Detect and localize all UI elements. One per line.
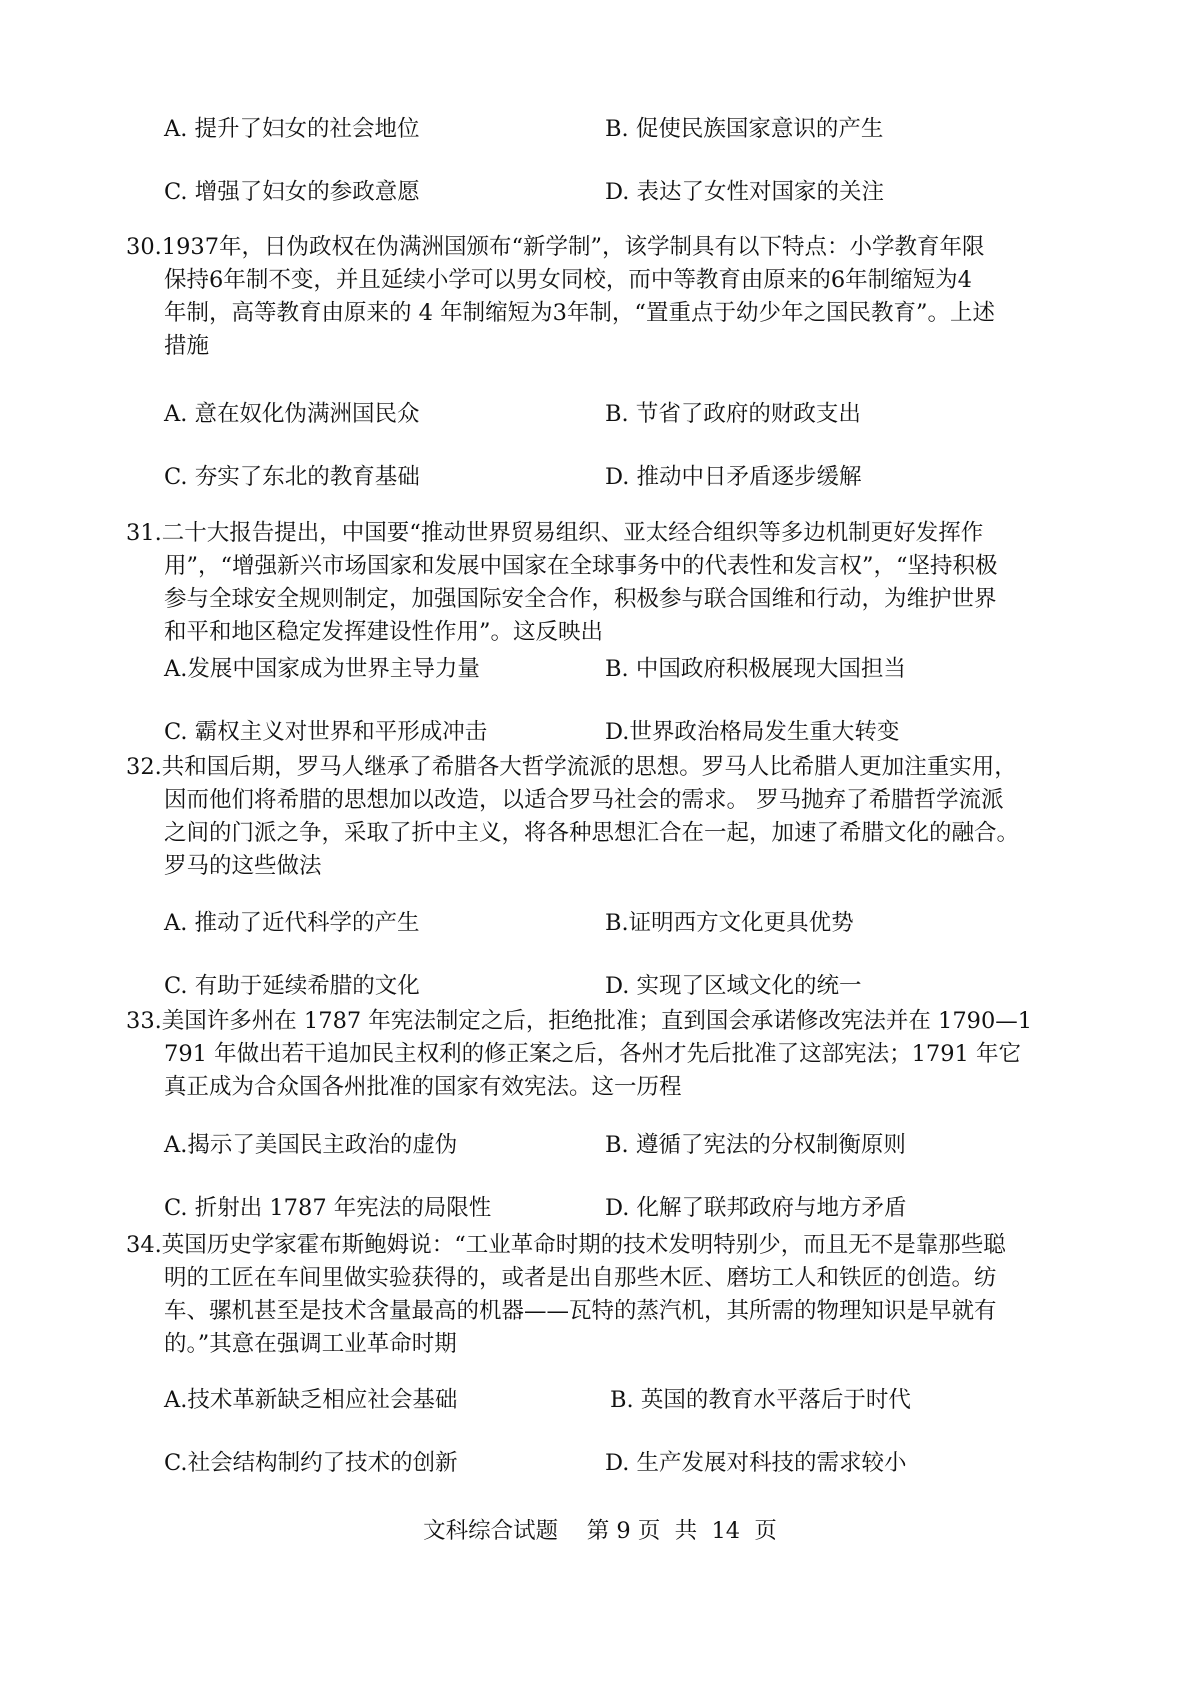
- q33-stem-line-3: 真正成为合众国各州批准的国家有效宪法。这一历程: [164, 1074, 682, 1100]
- q33-option-c: C. 折射出 1787 年宪法的局限性: [164, 1195, 492, 1221]
- q32-option-d: D. 实现了区域文化的统一: [605, 973, 862, 999]
- q31-stem-line-4: 和平和地区稳定发挥建设性作用”。这反映出: [164, 619, 604, 645]
- q29-option-a: A. 提升了妇女的社会地位: [164, 116, 420, 142]
- q32-option-b: B.证明西方文化更具优势: [605, 910, 854, 936]
- q32-stem-line-4: 罗马的这些做法: [164, 853, 322, 879]
- q32-stem-line-1: 32.共和国后期，罗马人继承了希腊各大哲学流派的思想。罗马人比希腊人更加注重实用，: [126, 754, 1017, 780]
- q31-stem-line-3: 参与全球安全规则制定，加强国际安全合作，积极参与联合国维和行动，为维护世界: [164, 586, 997, 612]
- q32-stem-line-3: 之间的门派之争，采取了折中主义，将各种思想汇合在一起，加速了希腊文化的融合。: [164, 820, 1020, 846]
- q33-option-a: A.揭示了美国民主政治的虚伪: [164, 1132, 458, 1158]
- q34-stem-line-3: 车、骡机甚至是技术含量最高的机器——瓦特的蒸汽机，其所需的物理知识是早就有: [164, 1298, 997, 1324]
- q34-option-d: D. 生产发展对科技的需求较小: [605, 1450, 907, 1476]
- q32-option-c: C. 有助于延续希腊的文化: [164, 973, 420, 999]
- q30-stem-line-3: 年制，高等教育由原来的 4 年制缩短为3年制，“置重点于幼少年之国民教育”。上述: [164, 300, 995, 326]
- q33-stem-line-1: 33.美国许多州在 1787 年宪法制定之后，拒绝批准；直到国会承诺修改宪法并在 1790—1: [126, 1008, 1033, 1034]
- q34-option-b: B. 英国的教育水平落后于时代: [610, 1387, 911, 1413]
- q30-option-d: D. 推动中日矛盾逐步缓解: [605, 464, 862, 490]
- q32-stem-line-2: 因而他们将希腊的思想加以改造，以适合罗马社会的需求。 罗马抛弃了希腊哲学流派: [164, 787, 1004, 813]
- q30-option-c: C. 夯实了东北的教育基础: [164, 464, 420, 490]
- q34-option-c: C.社会结构制约了技术的创新: [164, 1450, 458, 1476]
- q31-stem-line-2: 用”，“增强新兴市场国家和发展中国家在全球事务中的代表性和发言权”，“坚持积极: [164, 553, 998, 579]
- q34-stem-line-4: 的。”其意在强调工业革命时期: [164, 1331, 457, 1357]
- q31-stem-line-1: 31.二十大报告提出，中国要“推动世界贸易组织、亚太经合组织等多边机制更好发挥作: [126, 520, 984, 546]
- page-footer: 文科综合试题 第 9 页 共 14 页: [423, 1518, 777, 1544]
- q31-option-d: D.世界政治格局发生重大转变: [605, 719, 900, 745]
- q30-stem-line-2: 保持6年制不变，并且延续小学可以男女同校，而中等教育由原来的6年制缩短为4: [164, 267, 972, 293]
- q31-option-b: B. 中国政府积极展现大国担当: [605, 656, 906, 682]
- q32-option-a: A. 推动了近代科学的产生: [164, 910, 420, 936]
- q30-stem-line-1: 30.1937年，日伪政权在伪满洲国颁布“新学制”，该学制具有以下特点：小学教育年限: [126, 234, 985, 260]
- q34-option-a: A.技术革新缺乏相应社会基础: [164, 1387, 458, 1413]
- q33-option-d: D. 化解了联邦政府与地方矛盾: [605, 1195, 907, 1221]
- q29-option-b: B. 促使民族国家意识的产生: [605, 116, 884, 142]
- q34-stem-line-1: 34.英国历史学家霍布斯鲍姆说：“工业革命时期的技术发明特别少，而且无不是靠那些聪: [126, 1232, 1006, 1258]
- q29-option-c: C. 增强了妇女的参政意愿: [164, 179, 420, 205]
- q33-option-b: B. 遵循了宪法的分权制衡原则: [605, 1132, 906, 1158]
- q30-option-b: B. 节省了政府的财政支出: [605, 401, 861, 427]
- q30-stem-line-4: 措施: [164, 333, 210, 359]
- q31-option-c: C. 霸权主义对世界和平形成冲击: [164, 719, 488, 745]
- q34-stem-line-2: 明的工匠在车间里做实验获得的，或者是出自那些木匠、磨坊工人和铁匠的创造。纺: [164, 1265, 997, 1291]
- q30-option-a: A. 意在奴化伪满洲国民众: [164, 401, 420, 427]
- q29-option-d: D. 表达了女性对国家的关注: [605, 179, 885, 205]
- q31-option-a: A.发展中国家成为世界主导力量: [164, 656, 480, 682]
- q33-stem-line-2: 791 年做出若干追加民主权利的修正案之后，各州才先后批准了这部宪法；1791 年它: [164, 1041, 1022, 1067]
